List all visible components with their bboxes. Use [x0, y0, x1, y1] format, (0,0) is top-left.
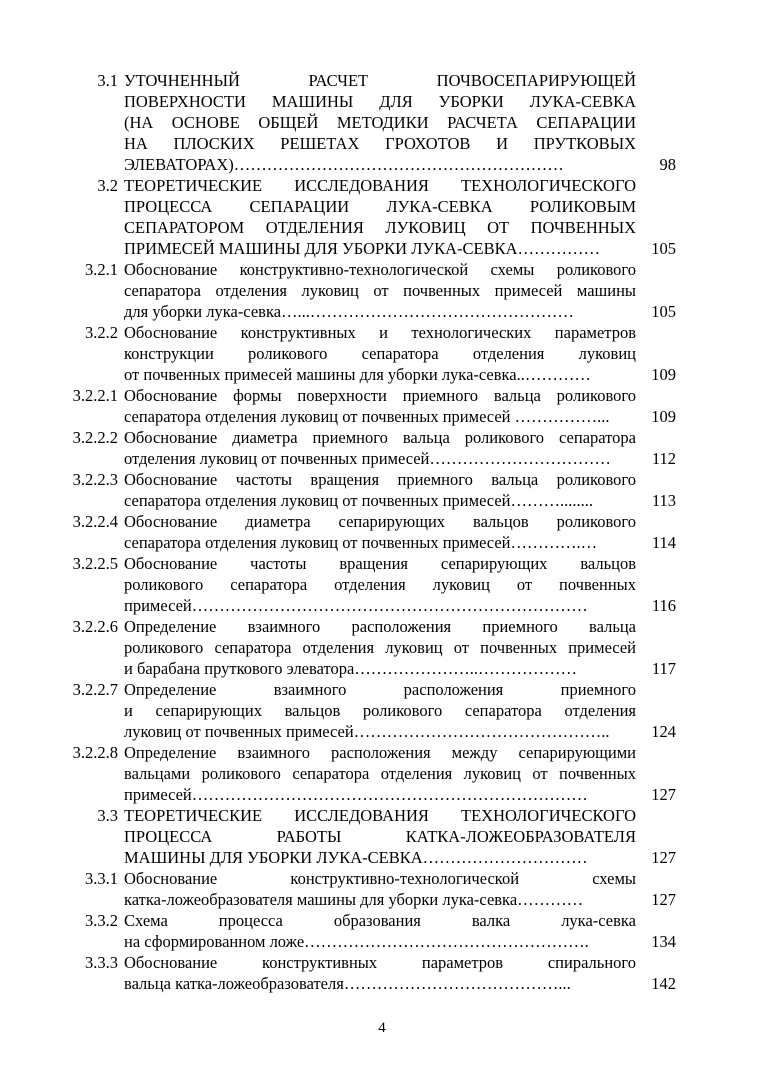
toc-entry-line: Определение взаимного расположения приемного вальца — [124, 617, 636, 636]
toc-entry-line: от почвенных примесей машины для уборки лука-севка..………… — [124, 365, 591, 384]
toc-entry — [0, 427, 764, 469]
toc-entry — [0, 511, 764, 553]
toc-entry-number: 3.2 — [97, 176, 118, 195]
page-number: 4 — [378, 1020, 386, 1036]
toc-entry-line: вальца катка-ложеобразователя…………………………………... — [124, 974, 571, 993]
toc-entry-page: 112 — [651, 449, 676, 468]
toc-entry-line: роликового сепаратора отделения луковиц от почвенных — [124, 575, 636, 594]
toc-entry-line: ТЕОРЕТИЧЕСКИЕ ИССЛЕДОВАНИЯ ТЕХНОЛОГИЧЕСКОГО — [124, 176, 636, 195]
toc-entry-page: 109 — [651, 407, 676, 426]
toc-entry-page: 124 — [651, 722, 676, 741]
toc-entry-number: 3.3 — [97, 806, 118, 825]
toc-entry-number: 3.3.2 — [85, 911, 118, 930]
toc-entry-page: 109 — [651, 365, 676, 384]
toc-entry-title — [124, 385, 636, 427]
toc-entry-page: 127 — [651, 848, 676, 867]
toc-entry-number: 3.2.2.6 — [72, 617, 118, 636]
toc-entry-line: ЭЛЕВАТОРАХ)…………………………………………………… — [124, 155, 564, 174]
toc-entry-line: ПРОЦЕССА СЕПАРАЦИИ ЛУКА-СЕВКА РОЛИКОВЫМ — [124, 197, 636, 216]
toc-entry-line: луковиц от почвенных примесей……………………………………….. — [124, 722, 610, 741]
toc-entry — [0, 868, 764, 910]
toc-entry-line: (НА ОСНОВЕ ОБЩЕЙ МЕТОДИКИ РАСЧЕТА СЕПАРАЦИИ — [124, 113, 636, 132]
toc-entry-line: сепаратора отделения луковиц от почвенных примесей………........ — [124, 491, 593, 510]
toc-entry — [0, 679, 764, 742]
toc-entry-page: 114 — [651, 533, 676, 552]
toc-entry — [0, 259, 764, 322]
toc-entry-line: отделения луковиц от почвенных примесей…………………………… — [124, 449, 611, 468]
toc-entry — [0, 385, 764, 427]
toc-entry-line: Обоснование конструктивно-технологической схемы — [124, 869, 636, 888]
toc-entry-line: сепаратора отделения луковиц от почвенных примесей………….… — [124, 533, 598, 552]
toc-entry-number: 3.2.2.1 — [72, 386, 118, 405]
toc-entry-line: Обоснование формы поверхности приемного вальца роликового — [124, 386, 636, 405]
toc-entry-line: и барабана пруткового элеватора…………………..……………… — [124, 659, 578, 678]
toc-entry-title — [124, 910, 636, 952]
toc-entry-title — [124, 553, 636, 616]
toc-entry-number: 3.3.3 — [85, 953, 118, 972]
toc-entry-number: 3.2.2.3 — [72, 470, 118, 489]
toc-entry-line: сепаратора отделения луковиц от почвенных примесей ……………... — [124, 407, 610, 426]
toc-entry — [0, 70, 764, 175]
toc-entry-page: 98 — [659, 155, 676, 174]
toc-entry-title — [124, 469, 636, 511]
toc-entry-title — [124, 427, 636, 469]
toc-entry-line: ПОВЕРХНОСТИ МАШИНЫ ДЛЯ УБОРКИ ЛУКА-СЕВКА — [124, 92, 636, 111]
toc-entry-line: Обоснование конструктивных и технологических параметров — [124, 323, 636, 342]
toc-entry-line: УТОЧНЕННЫЙ РАСЧЕТ ПОЧВОСЕПАРИРУЮЩЕЙ — [124, 71, 636, 90]
toc-entry-number: 3.2.2.8 — [72, 743, 118, 762]
toc-entry — [0, 616, 764, 679]
toc-entry-number: 3.2.1 — [85, 260, 118, 279]
toc-entry-line: МАШИНЫ ДЛЯ УБОРКИ ЛУКА-СЕВКА………………………… — [124, 848, 588, 867]
toc-entry-title — [124, 616, 636, 679]
toc-entry-line: Определение взаимного расположения приемного — [124, 680, 636, 699]
toc-entry-line: Обоснование частоты вращения сепарирующих вальцов — [124, 554, 636, 573]
toc-entry — [0, 742, 764, 805]
toc-entry-line: ПРИМЕСЕЙ МАШИНЫ ДЛЯ УБОРКИ ЛУКА-СЕВКА…………… — [124, 239, 601, 258]
toc-entry-line: ПРОЦЕССА РАБОТЫ КАТКА-ЛОЖЕОБРАЗОВАТЕЛЯ — [124, 827, 636, 846]
toc-entry-line: примесей……………………………………………………………… — [124, 596, 588, 615]
toc-entry — [0, 553, 764, 616]
toc-entry-title — [124, 742, 636, 805]
toc-entry-line: Обоснование частоты вращения приемного вальца роликового — [124, 470, 636, 489]
toc-entry-number: 3.3.1 — [85, 869, 118, 888]
toc-entry-line: сепаратора отделения луковиц от почвенных примесей машины — [124, 281, 636, 300]
toc-entry-page: 117 — [651, 659, 676, 678]
toc-entry-line: примесей……………………………………………………………… — [124, 785, 588, 804]
toc-entry-line: Обоснование диаметра сепарирующих вальцов роликового — [124, 512, 636, 531]
toc-entry-line: вальцами роликового сепаратора отделения луковиц от почвенных — [124, 764, 636, 783]
toc-entry-number: 3.1 — [97, 71, 118, 90]
toc-entry-line: НА ПЛОСКИХ РЕШЕТАХ ГРОХОТОВ И ПРУТКОВЫХ — [124, 134, 636, 153]
toc-entry-title — [124, 952, 636, 994]
toc-entry — [0, 469, 764, 511]
toc-entry-line: и сепарирующих вальцов роликового сепаратора отделения — [124, 701, 636, 720]
toc-entry-number: 3.2.2.7 — [72, 680, 118, 699]
toc-entry — [0, 805, 764, 868]
toc-entry-title — [124, 805, 636, 868]
toc-entry-title — [124, 679, 636, 742]
toc-entry-line: Обоснование конструктивных параметров спирального — [124, 953, 636, 972]
toc-entry-page: 127 — [651, 785, 676, 804]
toc-entry-number: 3.2.2.4 — [72, 512, 118, 531]
toc-entry-number: 3.2.2.2 — [72, 428, 118, 447]
table-of-contents — [0, 70, 764, 994]
toc-entry-title — [124, 868, 636, 910]
toc-entry-title — [124, 259, 636, 322]
toc-entry-page: 113 — [651, 491, 676, 510]
toc-entry-number: 3.2.2.5 — [72, 554, 118, 573]
toc-entry-page: 105 — [651, 239, 676, 258]
toc-entry-page: 142 — [651, 974, 676, 993]
toc-entry-title — [124, 175, 636, 259]
toc-entry — [0, 322, 764, 385]
toc-entry-line: конструкции роликового сепаратора отделения луковиц — [124, 344, 636, 363]
toc-entry-line: для уборки лука-севка…...………………………………………… — [124, 302, 574, 321]
toc-entry-page: 116 — [651, 596, 676, 615]
toc-entry-line: ТЕОРЕТИЧЕСКИЕ ИССЛЕДОВАНИЯ ТЕХНОЛОГИЧЕСКОГО — [124, 806, 636, 825]
toc-entry-line: на сформированном ложе……………………………………………. — [124, 932, 589, 951]
toc-entry-line: Обоснование конструктивно-технологической схемы роликового — [124, 260, 636, 279]
toc-entry-line: Обоснование диаметра приемного вальца роликового сепаратора — [124, 428, 636, 447]
toc-entry-title — [124, 322, 636, 385]
toc-entry-line: роликового сепаратора отделения луковиц от почвенных примесей — [124, 638, 636, 657]
toc-entry-page: 105 — [651, 302, 676, 321]
toc-entry — [0, 910, 764, 952]
toc-entry-line: Определение взаимного расположения между сепарирующими — [124, 743, 636, 762]
toc-entry — [0, 175, 764, 259]
toc-entry — [0, 952, 764, 994]
toc-entry-line: Схема процесса образования валка лука-севка — [124, 911, 636, 930]
toc-entry-title — [124, 511, 636, 553]
toc-entry-title — [124, 70, 636, 175]
toc-entry-page: 134 — [651, 932, 676, 951]
toc-entry-number: 3.2.2 — [85, 323, 118, 342]
toc-entry-line: катка-ложеобразователя машины для уборки лука-севка………… — [124, 890, 584, 909]
toc-entry-line: СЕПАРАТОРОМ ОТДЕЛЕНИЯ ЛУКОВИЦ ОТ ПОЧВЕННЫХ — [124, 218, 636, 237]
toc-entry-page: 127 — [651, 890, 676, 909]
